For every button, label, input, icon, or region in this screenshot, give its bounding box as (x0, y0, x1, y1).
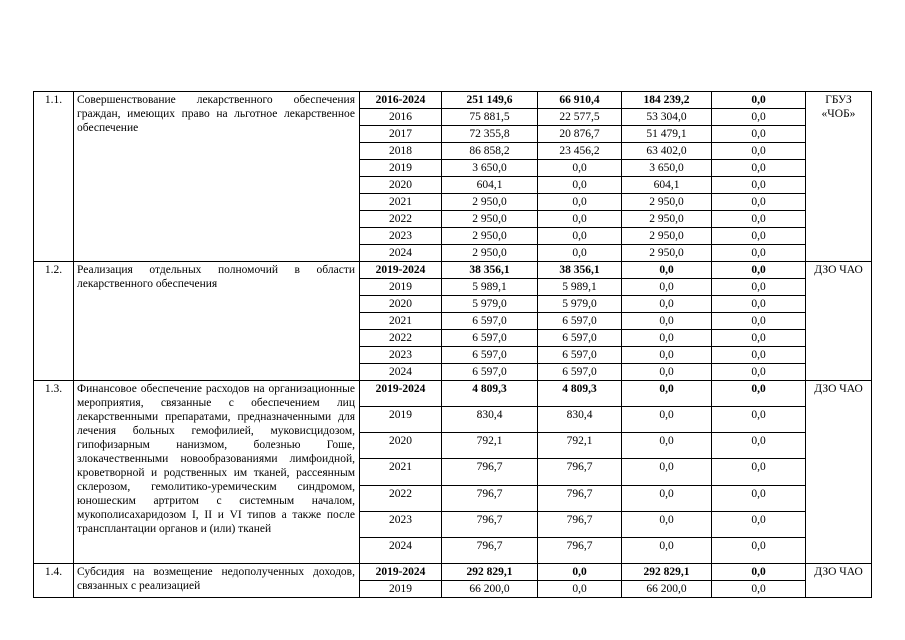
total-cell: 796,7 (442, 485, 538, 511)
value-cell: 0,0 (712, 296, 806, 313)
value-cell: 0,0 (712, 126, 806, 143)
item-description: Субсидия на возмещение недополученных доходов, связанных с реализацией (74, 564, 360, 598)
value-cell: 0,0 (712, 160, 806, 177)
value-cell: 796,7 (538, 459, 622, 485)
period-cell: 2020 (360, 433, 442, 459)
total-cell: 6 597,0 (442, 313, 538, 330)
item-number: 1.4. (34, 564, 74, 598)
value-cell: 292 829,1 (622, 564, 712, 581)
program-table (33, 91, 872, 598)
value-cell: 0,0 (712, 511, 806, 537)
period-cell: 2024 (360, 245, 442, 262)
value-cell: 6 597,0 (538, 347, 622, 364)
value-cell: 792,1 (538, 433, 622, 459)
value-cell: 0,0 (538, 194, 622, 211)
period-cell: 2019 (360, 581, 442, 598)
period-cell: 2024 (360, 364, 442, 381)
executor-cell: ДЗО ЧАО (806, 262, 872, 381)
total-cell: 292 829,1 (442, 564, 538, 581)
value-cell: 0,0 (622, 537, 712, 563)
value-cell: 0,0 (538, 564, 622, 581)
value-cell: 0,0 (712, 109, 806, 126)
value-cell: 184 239,2 (622, 92, 712, 109)
value-cell: 0,0 (622, 407, 712, 433)
value-cell: 0,0 (712, 381, 806, 407)
value-cell: 0,0 (622, 511, 712, 537)
value-cell: 2 950,0 (622, 194, 712, 211)
value-cell: 6 597,0 (538, 364, 622, 381)
value-cell: 53 304,0 (622, 109, 712, 126)
period-cell: 2020 (360, 296, 442, 313)
value-cell: 0,0 (712, 262, 806, 279)
value-cell: 0,0 (712, 330, 806, 347)
value-cell: 796,7 (538, 485, 622, 511)
value-cell: 0,0 (538, 160, 622, 177)
value-cell: 0,0 (622, 485, 712, 511)
item-description-text: Финансовое обеспечение расходов на организационные мероприятия, связанные с обеспечением лиц лекарственными препаратами, предназначенными для лечения больных гемофилией, муковисцидозом, гипофизарным нанизмом, болезнью Гоше, злокачественными новообразованиями лимфоидной, кроветворной и родственных им тканей, рассеянным склерозом, гемолитико-уремическим синдромом, юношеским артритом с системным началом, мукополисахаридозом I, II и VI типов а также после трансплантации органов и (или) тканей (77, 383, 355, 535)
period-cell: 2021 (360, 459, 442, 485)
executor-cell: ДЗО ЧАО (806, 564, 872, 598)
period-cell: 2019 (360, 407, 442, 433)
value-cell: 2 950,0 (622, 211, 712, 228)
total-cell: 830,4 (442, 407, 538, 433)
value-cell: 0,0 (538, 581, 622, 598)
value-cell: 6 597,0 (538, 330, 622, 347)
period-cell: 2023 (360, 347, 442, 364)
total-cell: 796,7 (442, 511, 538, 537)
total-cell: 75 881,5 (442, 109, 538, 126)
total-cell: 2 950,0 (442, 245, 538, 262)
value-cell: 3 650,0 (622, 160, 712, 177)
value-cell: 830,4 (538, 407, 622, 433)
period-cell: 2022 (360, 485, 442, 511)
value-cell: 0,0 (712, 407, 806, 433)
value-cell: 0,0 (622, 364, 712, 381)
value-cell: 23 456,2 (538, 143, 622, 160)
value-cell: 0,0 (712, 92, 806, 109)
value-cell: 0,0 (712, 211, 806, 228)
executor-cell: ГБУЗ «ЧОБ» (806, 92, 872, 262)
value-cell: 0,0 (538, 211, 622, 228)
total-cell: 796,7 (442, 537, 538, 563)
value-cell: 2 950,0 (622, 228, 712, 245)
value-cell: 0,0 (712, 537, 806, 563)
value-cell: 0,0 (712, 433, 806, 459)
total-cell: 792,1 (442, 433, 538, 459)
value-cell: 5 989,1 (538, 279, 622, 296)
total-cell: 86 858,2 (442, 143, 538, 160)
total-cell: 796,7 (442, 459, 538, 485)
item-description: Реализация отдельных полномочий в области лекарственного обеспечения (74, 262, 360, 381)
value-cell: 796,7 (538, 511, 622, 537)
table-row (34, 92, 872, 109)
period-cell: 2020 (360, 177, 442, 194)
value-cell: 51 479,1 (622, 126, 712, 143)
value-cell: 0,0 (712, 194, 806, 211)
period-cell: 2022 (360, 211, 442, 228)
value-cell: 0,0 (712, 228, 806, 245)
item-number: 1.2. (34, 262, 74, 381)
period-cell: 2019-2024 (360, 262, 442, 279)
item-number: 1.1. (34, 92, 74, 262)
total-cell: 251 149,6 (442, 92, 538, 109)
period-cell: 2023 (360, 511, 442, 537)
value-cell: 0,0 (622, 313, 712, 330)
period-cell: 2017 (360, 126, 442, 143)
total-cell: 2 950,0 (442, 194, 538, 211)
value-cell: 0,0 (622, 347, 712, 364)
total-cell: 6 597,0 (442, 330, 538, 347)
period-cell: 2016 (360, 109, 442, 126)
value-cell: 0,0 (712, 313, 806, 330)
value-cell: 0,0 (712, 143, 806, 160)
value-cell: 0,0 (712, 245, 806, 262)
value-cell: 0,0 (622, 433, 712, 459)
period-cell: 2021 (360, 194, 442, 211)
period-cell: 2024 (360, 537, 442, 563)
period-cell: 2023 (360, 228, 442, 245)
total-cell: 604,1 (442, 177, 538, 194)
value-cell: 0,0 (538, 177, 622, 194)
total-cell: 6 597,0 (442, 364, 538, 381)
table-row (34, 564, 872, 581)
total-cell: 6 597,0 (442, 347, 538, 364)
period-cell: 2019-2024 (360, 564, 442, 581)
total-cell: 72 355,8 (442, 126, 538, 143)
table-row (34, 262, 872, 279)
period-cell: 2019 (360, 279, 442, 296)
section-1-1 (34, 92, 872, 262)
value-cell: 0,0 (622, 262, 712, 279)
section-1-2 (34, 262, 872, 381)
period-cell: 2018 (360, 143, 442, 160)
value-cell: 0,0 (538, 245, 622, 262)
total-cell: 5 989,1 (442, 279, 538, 296)
item-description: Совершенствование лекарственного обеспечения граждан, имеющих право на льготное лекарственное обеспечение (74, 92, 360, 262)
value-cell: 0,0 (622, 330, 712, 347)
item-number: 1.3. (34, 381, 74, 564)
value-cell: 2 950,0 (622, 245, 712, 262)
value-cell: 796,7 (538, 537, 622, 563)
value-cell: 4 809,3 (538, 381, 622, 407)
total-cell: 2 950,0 (442, 211, 538, 228)
value-cell: 5 979,0 (538, 296, 622, 313)
total-cell: 66 200,0 (442, 581, 538, 598)
value-cell: 20 876,7 (538, 126, 622, 143)
value-cell: 0,0 (712, 459, 806, 485)
period-cell: 2021 (360, 313, 442, 330)
value-cell: 0,0 (622, 459, 712, 485)
total-cell: 4 809,3 (442, 381, 538, 407)
value-cell: 38 356,1 (538, 262, 622, 279)
executor-cell: ДЗО ЧАО (806, 381, 872, 564)
value-cell: 66 910,4 (538, 92, 622, 109)
value-cell: 0,0 (622, 279, 712, 296)
value-cell: 66 200,0 (622, 581, 712, 598)
section-1-3 (34, 381, 872, 564)
value-cell: 0,0 (712, 177, 806, 194)
value-cell: 6 597,0 (538, 313, 622, 330)
value-cell: 63 402,0 (622, 143, 712, 160)
value-cell: 0,0 (538, 228, 622, 245)
value-cell: 604,1 (622, 177, 712, 194)
value-cell: 22 577,5 (538, 109, 622, 126)
period-cell: 2019 (360, 160, 442, 177)
period-cell: 2022 (360, 330, 442, 347)
value-cell: 0,0 (712, 581, 806, 598)
period-cell: 2016-2024 (360, 92, 442, 109)
section-1-4 (34, 564, 872, 598)
value-cell: 0,0 (712, 279, 806, 296)
total-cell: 2 950,0 (442, 228, 538, 245)
value-cell: 0,0 (712, 364, 806, 381)
value-cell: 0,0 (712, 564, 806, 581)
value-cell: 0,0 (622, 381, 712, 407)
item-description (74, 381, 360, 564)
period-cell: 2019-2024 (360, 381, 442, 407)
table-row (34, 381, 872, 407)
value-cell: 0,0 (622, 296, 712, 313)
total-cell: 3 650,0 (442, 160, 538, 177)
value-cell: 0,0 (712, 347, 806, 364)
total-cell: 38 356,1 (442, 262, 538, 279)
value-cell: 0,0 (712, 485, 806, 511)
total-cell: 5 979,0 (442, 296, 538, 313)
